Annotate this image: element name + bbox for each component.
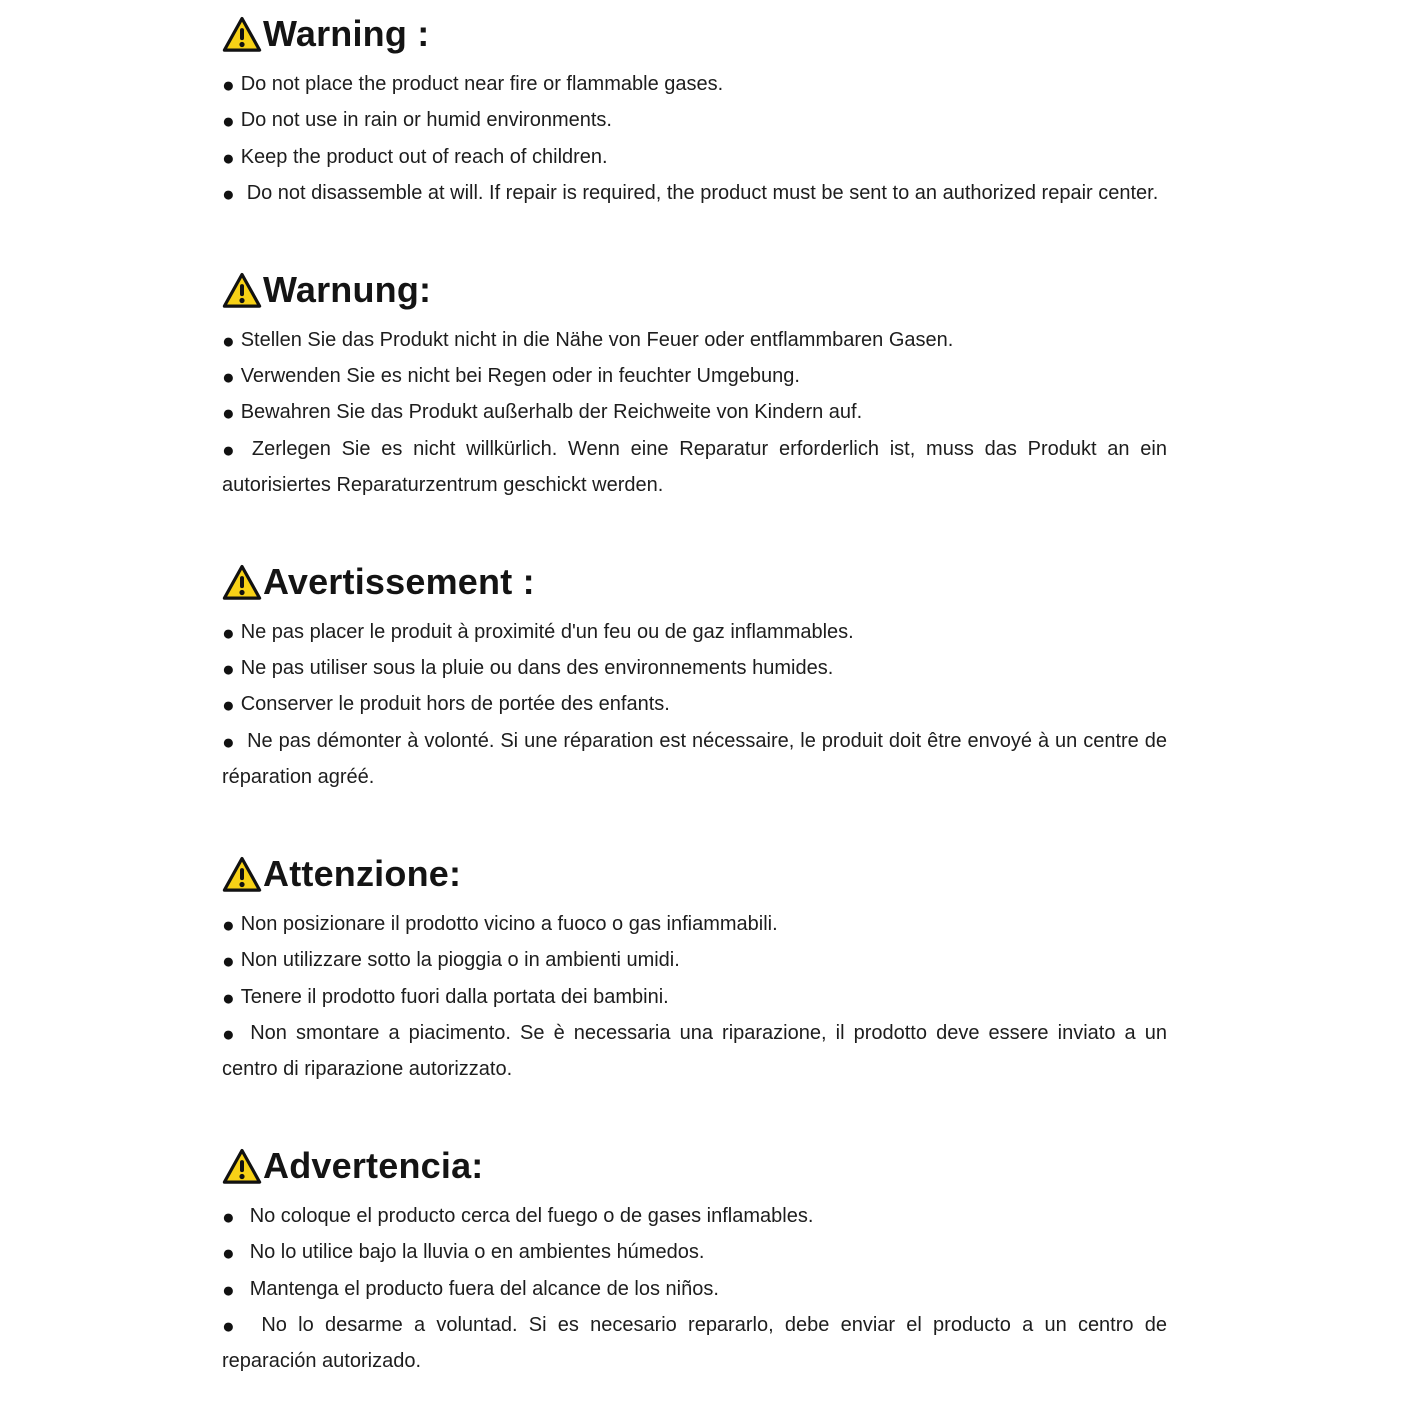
warning-triangle-icon <box>222 856 262 893</box>
bullet-dot-icon: ● <box>222 366 235 390</box>
bullet-dot-icon: ● <box>222 1278 235 1302</box>
bullet-text: Non posizionare il prodotto vicino a fuoco o gas infiammabili. <box>240 912 778 935</box>
bullet-dot-icon: ● <box>222 658 235 682</box>
bullet-text: Ne pas placer le produit à proximité d'un feu ou de gaz inflammables. <box>240 620 854 643</box>
section-title-row <box>222 556 1167 604</box>
bullet-item <box>222 102 1167 138</box>
bullet-item <box>222 322 1167 358</box>
bullet-dot-icon: ● <box>222 730 236 754</box>
bullet-item <box>222 650 1167 686</box>
bullet-text: Mantenga el producto fuera del alcance de los niños. <box>249 1277 719 1300</box>
bullet-dot-icon: ● <box>222 110 235 134</box>
bullet-item <box>222 1234 1167 1270</box>
bullet-dot-icon: ● <box>222 913 235 937</box>
section-title: Warning : <box>263 13 430 54</box>
bullet-dot-icon: ● <box>222 1242 235 1266</box>
bullet-item <box>222 66 1167 102</box>
bullet-item <box>222 979 1167 1015</box>
warning-triangle-icon <box>222 16 262 53</box>
bullet-item <box>222 431 1167 504</box>
bullet-item <box>222 614 1167 650</box>
bullet-dot-icon: ● <box>222 1205 235 1229</box>
warning-triangle-icon <box>222 564 262 601</box>
section-title-row <box>222 848 1167 896</box>
section-title: Avertissement : <box>263 560 535 602</box>
warning-triangle-icon <box>222 272 262 309</box>
bullet-text: Keep the product out of reach of children. <box>240 145 608 168</box>
bullet-item <box>222 1198 1167 1234</box>
section-warning-german <box>222 264 1167 504</box>
bullet-text: Do not disassemble at will. If repair is required, the product must be sent to an authorized repair center. <box>246 182 1159 205</box>
bullet-text: Stellen Sie das Produkt nicht in die Nähe von Feuer oder entflammbaren Gasen. <box>240 328 954 351</box>
bullet-item <box>222 139 1167 175</box>
section-title: Attenzione: <box>263 852 462 894</box>
bullet-text: Ne pas démonter à volonté. Si une réparation est nécessaire, le produit doit être envoyé à un centre de réparation agréé. <box>222 729 1167 789</box>
bullet-text: Conserver le produit hors de portée des enfants. <box>240 693 670 716</box>
bullet-dot-icon: ● <box>222 402 235 426</box>
bullet-text: Do not use in rain or humid environments. <box>240 109 612 132</box>
bullet-dot-icon: ● <box>222 329 235 353</box>
bullet-item <box>222 394 1167 430</box>
bullet-text: Zerlegen Sie es nicht willkürlich. Wenn eine Reparatur erforderlich ist, muss das Produkt an ein autorisiertes Reparaturzentrum geschickt werden. <box>222 437 1167 497</box>
bullet-text: Do not place the product near fire or flammable gases. <box>240 73 724 95</box>
section-warning-italian <box>222 848 1167 1088</box>
bullet-item <box>222 686 1167 722</box>
bullet-text: Non utilizzare sotto la pioggia o in ambienti umidi. <box>240 949 680 972</box>
bullet-dot-icon: ● <box>222 74 235 97</box>
bullet-dot-icon: ● <box>222 146 235 170</box>
bullet-dot-icon: ● <box>222 183 235 207</box>
bullet-text: Verwenden Sie es nicht bei Regen oder in feuchter Umgebung. <box>240 365 800 388</box>
bullet-text: Non smontare a piacimento. Se è necessaria una riparazione, il prodotto deve essere inviato a un centro di riparazione autorizzato. <box>222 1021 1167 1081</box>
bullet-item <box>222 1307 1167 1380</box>
bullet-item <box>222 1271 1167 1307</box>
bullet-dot-icon: ● <box>222 986 235 1010</box>
section-title-row <box>222 8 1167 56</box>
section-title: Warnung: <box>263 268 432 310</box>
section-warning-french <box>222 556 1167 796</box>
bullet-item <box>222 906 1167 942</box>
section-title: Advertencia: <box>263 1144 484 1186</box>
bullet-item <box>222 723 1167 796</box>
section-warning-spanish <box>222 1140 1167 1380</box>
section-warning-english <box>222 8 1167 212</box>
bullet-item <box>222 942 1167 978</box>
bullet-item <box>222 175 1167 211</box>
bullet-text: Ne pas utiliser sous la pluie ou dans des environnements humides. <box>240 657 834 680</box>
bullet-dot-icon: ● <box>222 621 235 645</box>
bullet-dot-icon: ● <box>222 1022 239 1046</box>
bullet-text: Bewahren Sie das Produkt außerhalb der Reichweite von Kindern auf. <box>240 401 863 424</box>
bullet-dot-icon: ● <box>222 1314 241 1338</box>
section-title-row <box>222 264 1167 312</box>
warning-triangle-icon <box>222 1148 262 1185</box>
bullet-text: Tenere il prodotto fuori dalla portata dei bambini. <box>240 985 669 1008</box>
bullet-text: No coloque el producto cerca del fuego o de gases inflamables. <box>249 1204 814 1227</box>
bullet-dot-icon: ● <box>222 694 235 718</box>
bullet-text: No lo desarme a voluntad. Si es necesario repararlo, debe enviar el producto a un centro de reparación autorizado. <box>222 1313 1167 1373</box>
bullet-item <box>222 358 1167 394</box>
bullet-item <box>222 1015 1167 1088</box>
bullet-text: No lo utilice bajo la lluvia o en ambientes húmedos. <box>249 1241 705 1264</box>
bullet-dot-icon: ● <box>222 950 235 974</box>
bullet-dot-icon: ● <box>222 438 240 462</box>
section-title-row <box>222 1140 1167 1188</box>
